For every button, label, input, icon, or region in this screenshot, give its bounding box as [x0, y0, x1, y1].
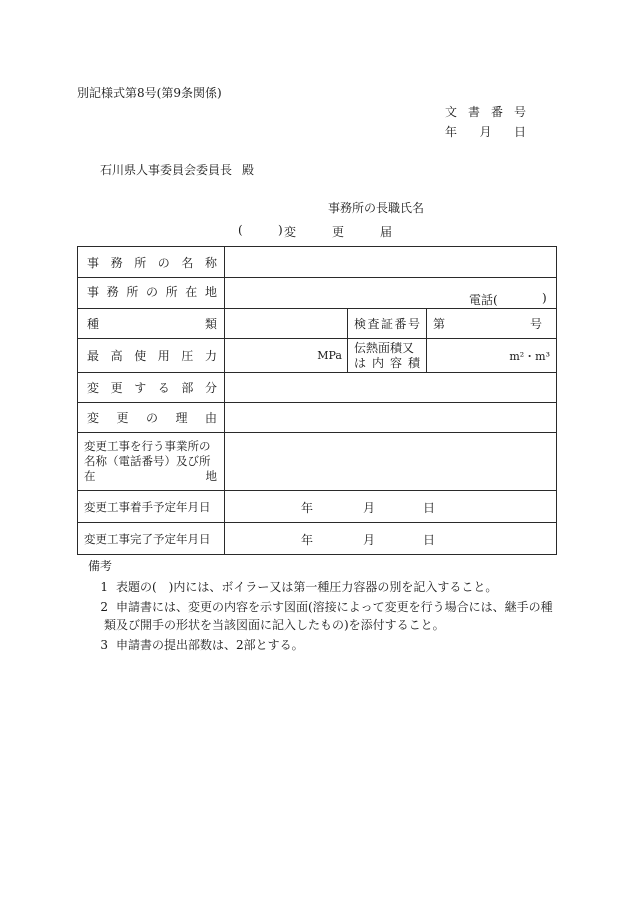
row-changed-part [78, 373, 557, 403]
label-end-date: 変更工事完了予定年月日 [78, 523, 225, 555]
office-name-field[interactable] [225, 247, 557, 278]
row-max-pressure [78, 339, 557, 373]
row-end-date [78, 523, 557, 555]
addressee: 石川県人事委員会委員長 殿 [100, 163, 255, 177]
label-heat-area: 伝熱面積又 は 内 容 積 [348, 339, 427, 373]
row-start-date [78, 491, 557, 523]
row-office-address [78, 278, 557, 309]
area-unit: m²・m³ [509, 349, 551, 363]
label-changed-part: 変 更 す る 部 分 [78, 373, 225, 403]
kind-field[interactable] [225, 309, 348, 339]
changed-part-field[interactable] [225, 373, 557, 403]
note-item: 1 表題の( )内には、ボイラー又は第一種圧力容器の別を記入すること。 [100, 580, 498, 594]
note-item-continuation: 類及び開手の形状を当該図面に記入したもの)を添付すること。 [104, 618, 445, 632]
label-start-date: 変更工事着手予定年月日 [78, 491, 225, 523]
document-number-label: 文 書 番 号 [445, 105, 526, 119]
start-date-field[interactable]: 年 月 日 [225, 491, 557, 523]
form-title: ( ) 変 更 届 [238, 223, 393, 239]
phone-label: 電話( [469, 293, 498, 307]
inspection-number-field[interactable]: 第 号 [427, 309, 557, 339]
max-pressure-field[interactable] [225, 339, 348, 373]
notes-heading: 備考 [88, 559, 113, 573]
label-contractor: 変更工事を行う事業所の 名称（電話番号）及び所 在 地 [78, 433, 225, 491]
change-notification-table [77, 246, 557, 555]
label-max-pressure: 最 高 使 用 圧 力 [78, 339, 225, 373]
sender-label: 事務所の長職氏名 [328, 201, 425, 215]
phone-close: ) [542, 291, 547, 305]
row-kind [78, 309, 557, 339]
pressure-unit: MPa [317, 349, 342, 362]
heat-area-field[interactable] [427, 339, 557, 373]
label-inspection-number: 検 査 証 番 号 [348, 309, 427, 339]
label-kind: 種 類 [78, 309, 225, 339]
end-date-field[interactable]: 年 月 日 [225, 523, 557, 555]
office-address-field[interactable] [225, 278, 557, 309]
label-reason: 変 更 の 理 由 [78, 403, 225, 433]
row-reason [78, 403, 557, 433]
form-id: 別記様式第8号(第9条関係) [77, 86, 222, 100]
reason-field[interactable] [225, 403, 557, 433]
date-label: 年 月 日 [445, 125, 526, 139]
notes [88, 557, 553, 654]
label-office-name: 事 務 所 の 名 称 [78, 247, 225, 278]
label-office-address: 事 務 所 の 所 在 地 [78, 278, 225, 309]
row-contractor [78, 433, 557, 491]
note-item: 3 申請書の提出部数は、2部とする。 [100, 638, 304, 652]
contractor-field[interactable] [225, 433, 557, 491]
note-item: 2 申請書には、変更の内容を示す図面(溶接によって変更を行う場合には、継手の種 [100, 600, 553, 614]
row-office-name [78, 247, 557, 278]
